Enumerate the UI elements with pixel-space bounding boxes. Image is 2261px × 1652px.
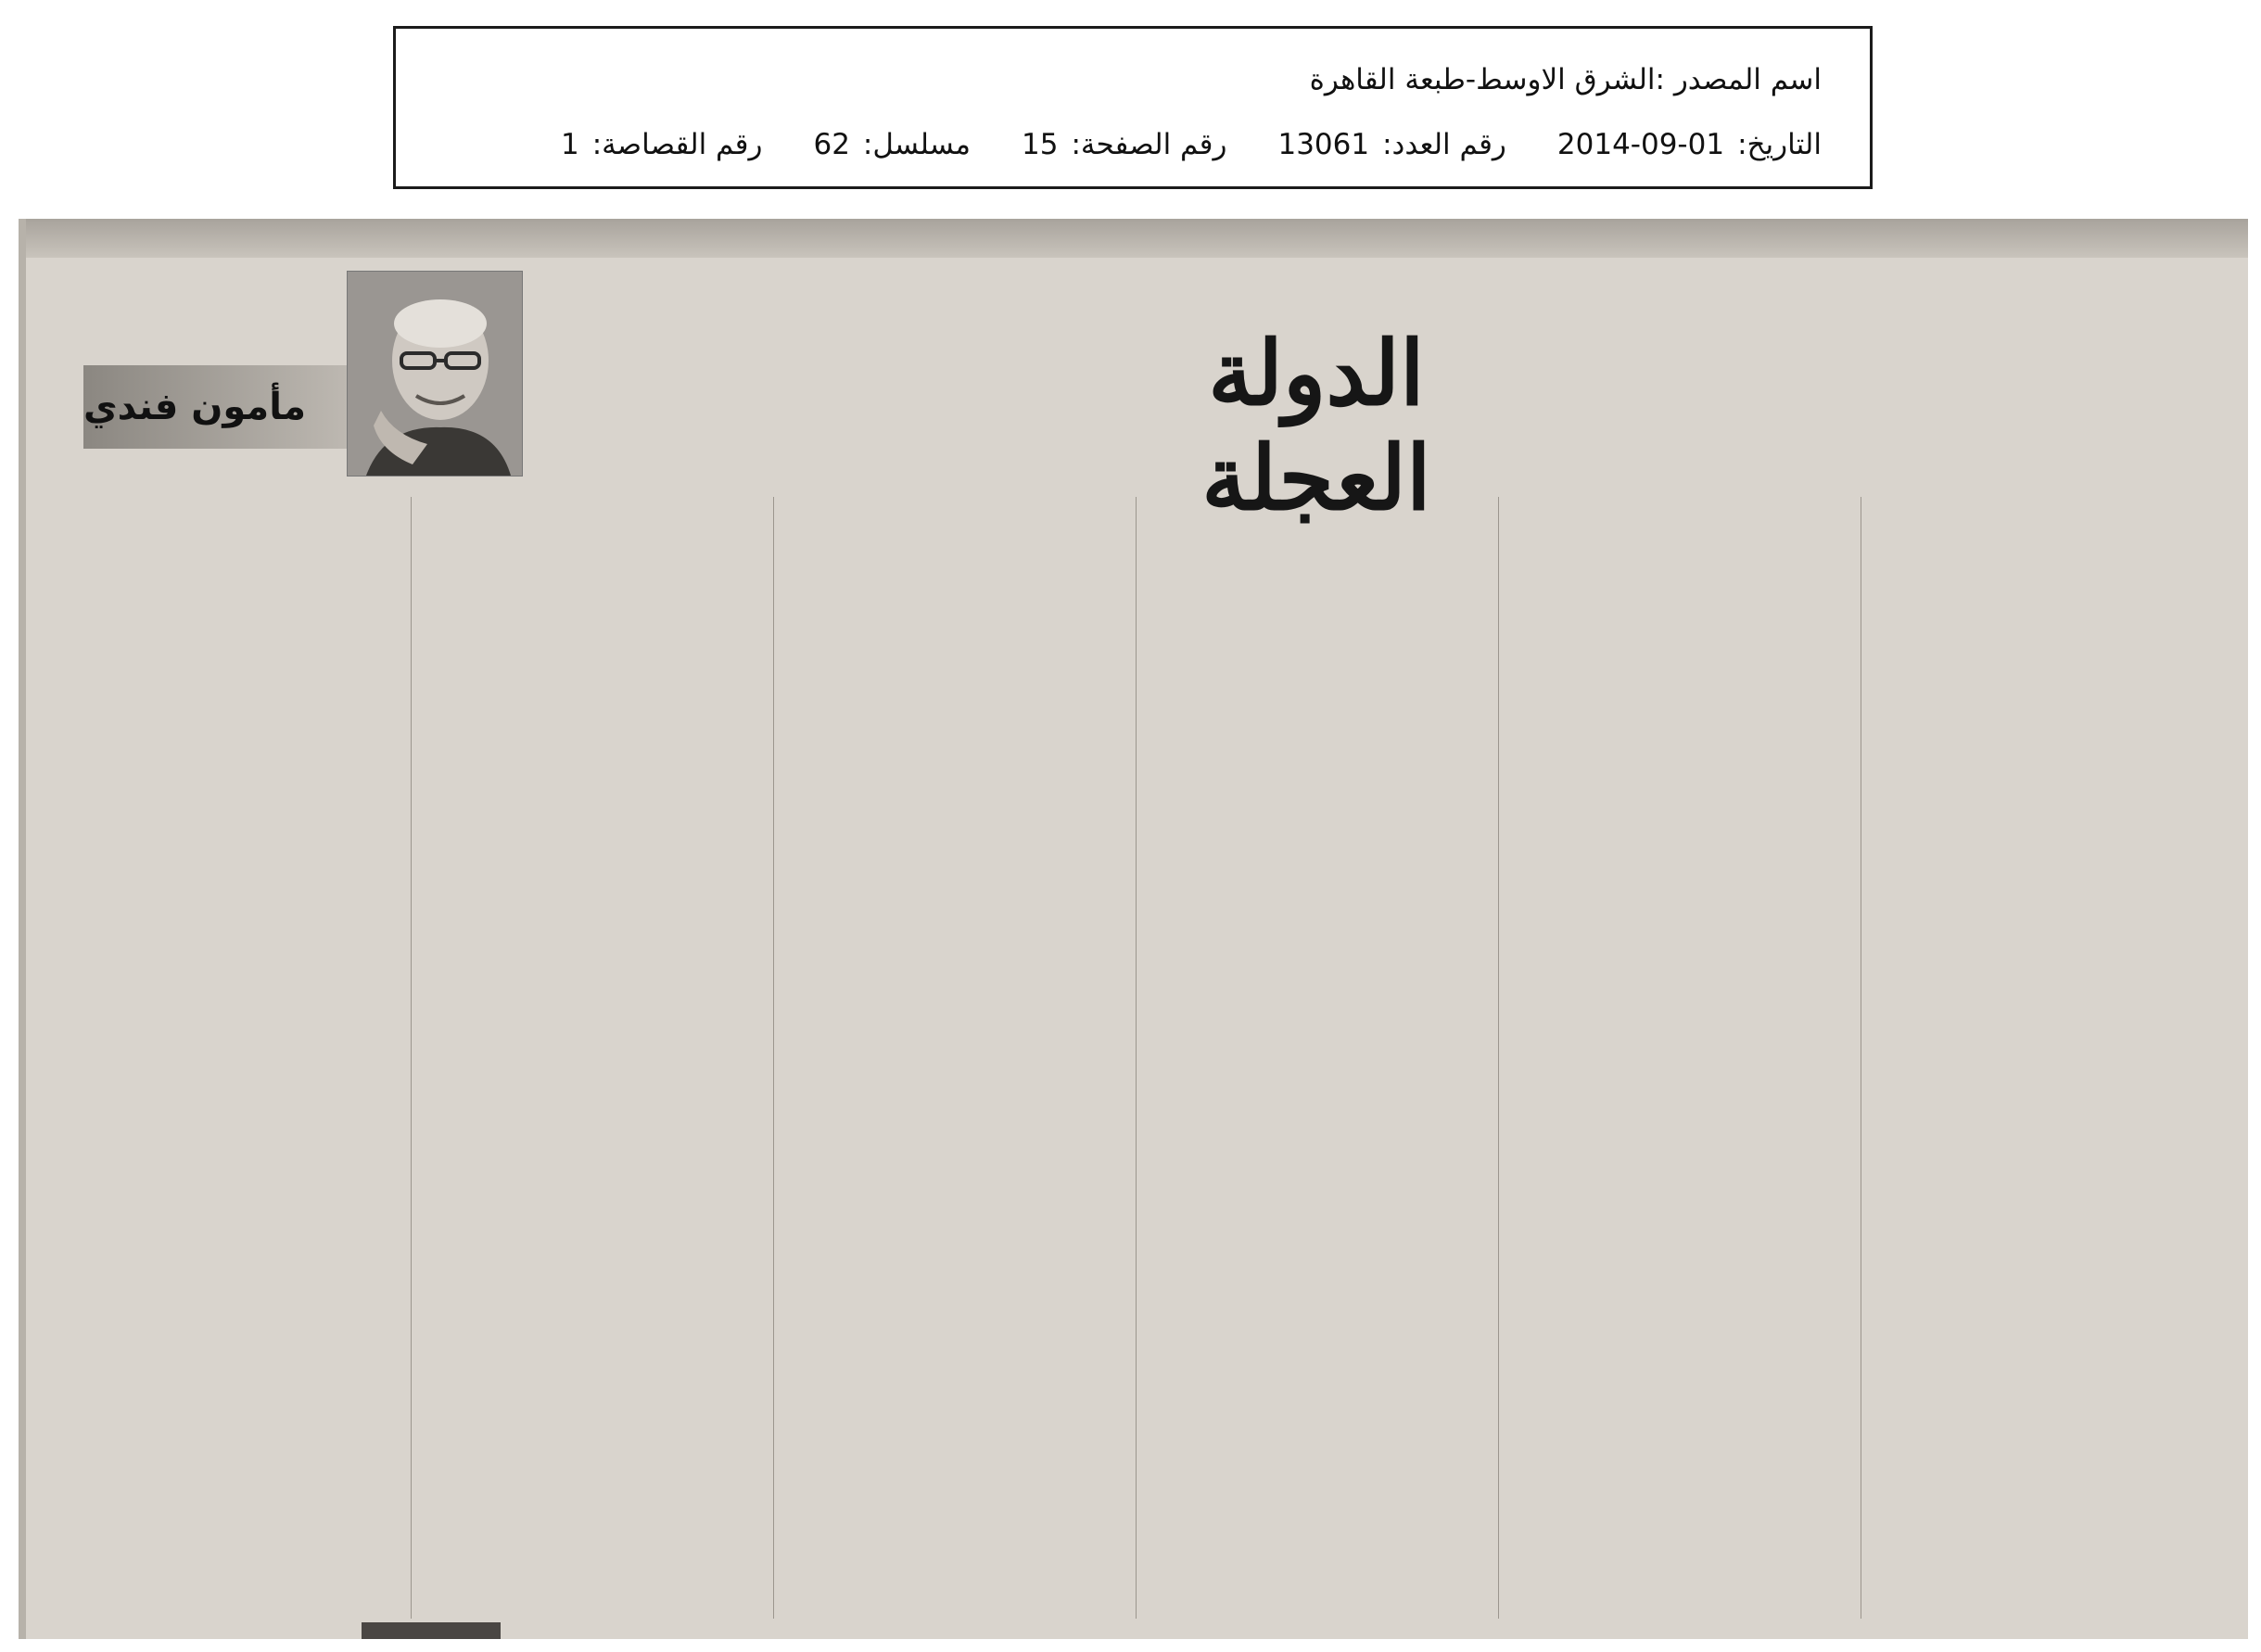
page-value: 15 [1022, 128, 1059, 161]
source-field [1656, 63, 1822, 96]
source-value-field [1310, 63, 1656, 96]
serial-field [813, 128, 971, 161]
article-column [1861, 497, 2223, 1619]
page-label: رقم الصفحة: [1071, 128, 1227, 161]
scan-edge-top [19, 219, 2248, 258]
clipping-field [561, 128, 762, 161]
clipping-label: رقم القصاصة: [591, 128, 763, 161]
source-info-box [393, 26, 1873, 189]
scan-edge-bottom [362, 1622, 501, 1639]
author-name: مأمون فندي [83, 365, 347, 449]
date-label: التاريخ: [1737, 128, 1822, 161]
page-field [1022, 128, 1226, 161]
metadata-row [433, 121, 1822, 168]
issue-value: 13061 [1277, 128, 1370, 161]
date-field [1557, 128, 1822, 161]
serial-value: 62 [813, 128, 850, 161]
newspaper-clipping [19, 219, 2248, 1639]
serial-label: مسلسل: [862, 128, 972, 161]
source-label: اسم المصدر : [1655, 63, 1822, 96]
article-column [48, 497, 411, 1619]
issue-field [1277, 128, 1505, 161]
author-photo [347, 271, 523, 477]
article-columns [48, 497, 2223, 1619]
article-column [411, 497, 773, 1619]
source-row [433, 57, 1822, 103]
author-portrait-icon [348, 272, 522, 476]
article-column [1136, 497, 1498, 1619]
article-headline: الدولة العجلة [1201, 321, 1431, 530]
clipping-value: 1 [561, 128, 579, 161]
issue-label: رقم العدد: [1382, 128, 1506, 161]
source-value: الشرق الاوسط-طبعة القاهرة [1309, 63, 1656, 96]
article-column [1498, 497, 1861, 1619]
scan-edge-left [19, 219, 26, 1639]
article-column [773, 497, 1136, 1619]
date-value: 2014-09-01 [1556, 128, 1725, 161]
